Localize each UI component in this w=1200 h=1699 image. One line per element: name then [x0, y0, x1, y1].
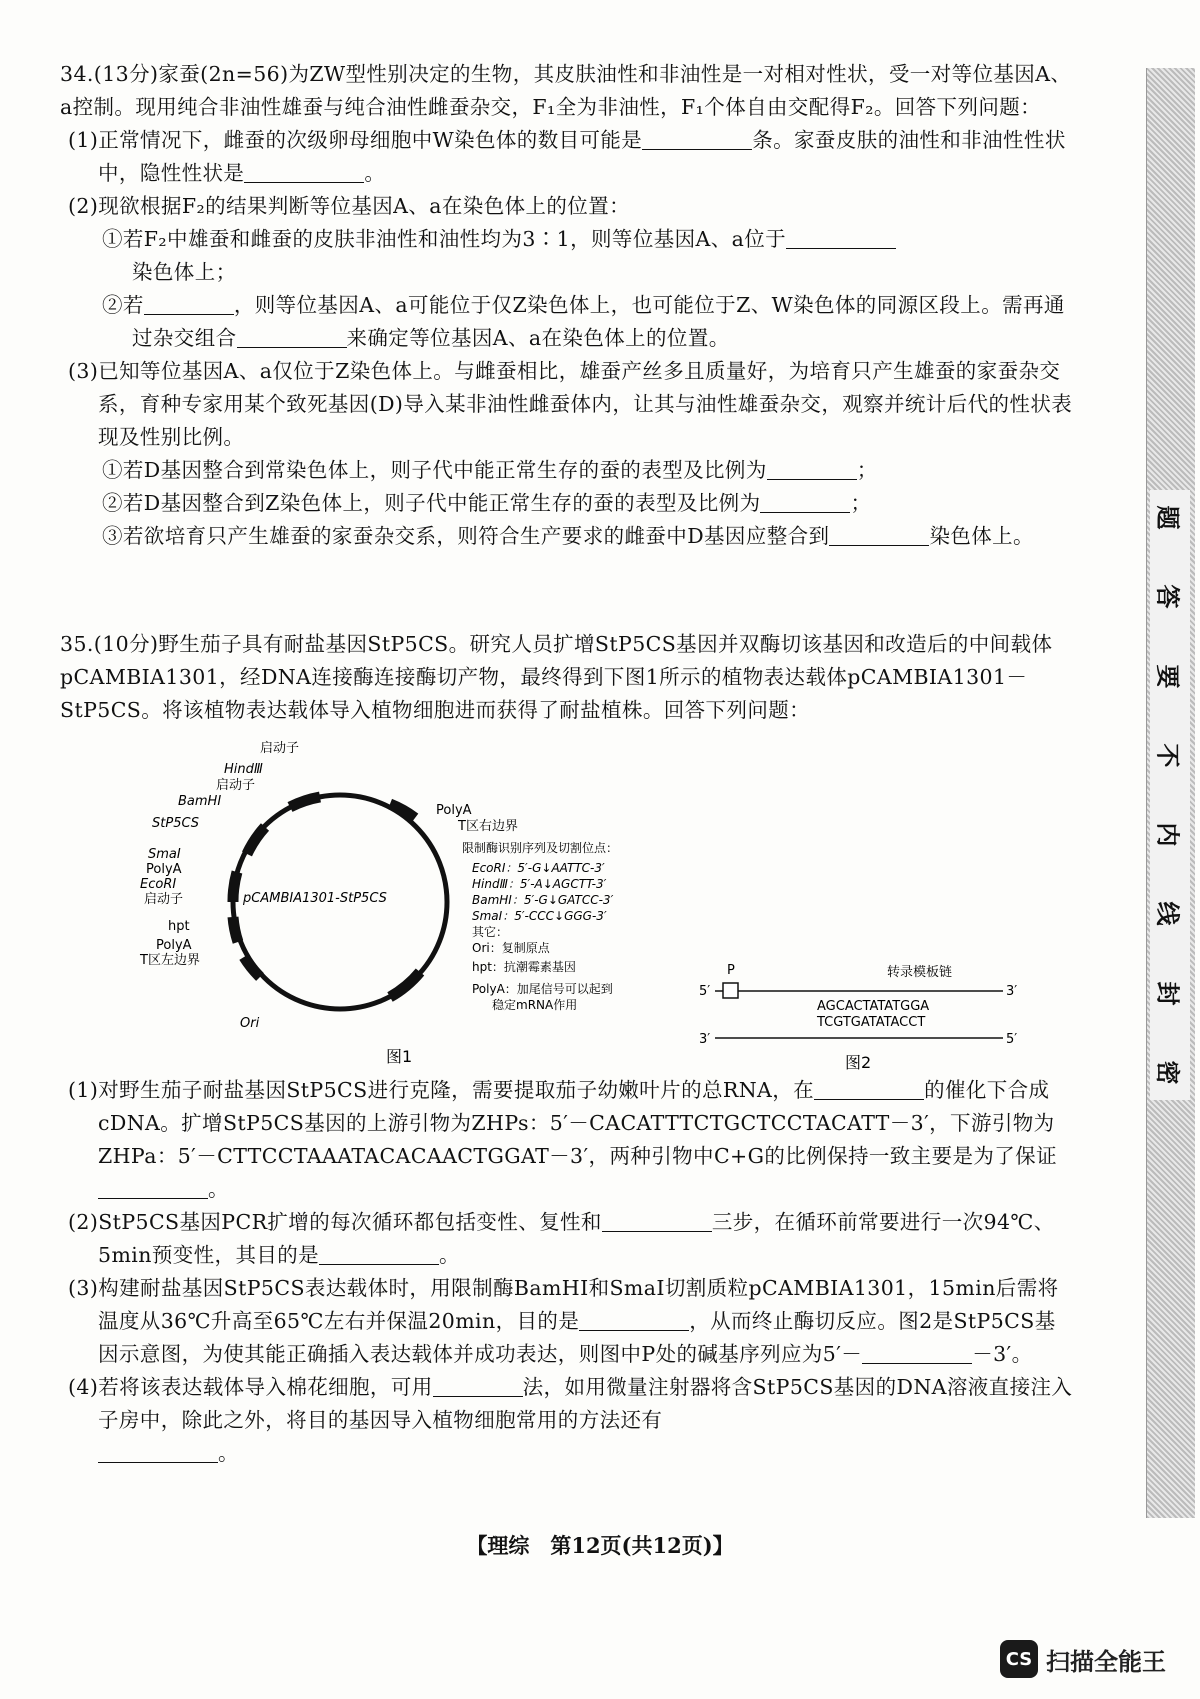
seq-top: AGCACTATATGGA — [817, 999, 930, 1014]
answer-blank[interactable] — [829, 523, 929, 546]
q34-part3-1: ①若D基因整合到常染色体上，则子代中能正常生存的蚕的表型及比例为 ； — [102, 458, 878, 482]
strip-char: 不 — [1153, 743, 1182, 768]
template-strand-label: 转录模板链 — [887, 965, 953, 980]
label-promoter-top: 启动子 — [260, 741, 300, 756]
other-polya-2: 稳定mRNA作用 — [492, 998, 578, 1012]
legend-bamhi: BamHⅠ：5′-G↓GATCC-3′ — [472, 893, 614, 907]
legend-ecori: EcoRⅠ：5′-G↓AATTC-3′ — [472, 861, 605, 875]
q34-part3-3: ③若欲培育只产生雄蚕的家蚕杂交系，则符合生产要求的雌蚕中D基因应整合到 染色体上。 — [102, 524, 1034, 548]
p-site-box — [723, 983, 738, 998]
answer-blank[interactable] — [862, 1341, 972, 1364]
question-35-parts — [60, 1074, 1075, 1470]
answer-blank[interactable] — [433, 1374, 523, 1397]
q35-part1: (1)对野生茄子耐盐基因StP5CS进行克隆，需要提取茄子幼嫩叶片的总RNA，在 的催化下合成cDNA。扩增StP5CS基因的上游引物为ZHPs：5′－CACATTTCTGCTCCTACATT－3′，下游引物为ZHPa：5′－CTTCCTAAATACACAACTGGAT－3′，两种引物中C+G的比例保持一致主要是为了保证。 — [68, 1078, 1057, 1201]
answer-blank[interactable] — [144, 292, 234, 315]
bottom-3-prime: 3′ — [699, 1032, 711, 1047]
answer-blank[interactable] — [602, 1209, 712, 1232]
legend-title: 限制酶识别序列及切割位点： — [462, 841, 619, 855]
legend-smai: SmaⅠ：5′-CCC↓GGG-3′ — [472, 909, 607, 923]
legend-hindiii: HindⅢ：5′-A↓AGCTT-3′ — [472, 877, 607, 891]
strip-char: 要 — [1153, 664, 1182, 689]
answer-blank[interactable] — [767, 457, 857, 480]
other-hpt: hpt：抗潮霉素基因 — [472, 960, 576, 974]
answer-blank[interactable] — [786, 226, 896, 249]
label-polya-right: PolyA — [436, 803, 472, 818]
label-hindiii: HindⅢ — [224, 762, 263, 777]
scanner-name: 扫描全能王 — [1046, 1647, 1166, 1676]
answer-blank[interactable] — [98, 1440, 218, 1463]
strip-char: 封 — [1153, 981, 1182, 1006]
label-ecori: EcoRⅠ — [140, 877, 177, 892]
label-polya-left-2: PolyA — [156, 938, 192, 953]
q34-part2-1b: 染色体上； — [132, 260, 237, 284]
q34-part3-2: ②若D基因整合到Z染色体上，则子代中能正常生存的蚕的表型及比例为 ； — [102, 491, 872, 515]
label-stp5cs: StP5CS — [152, 816, 200, 831]
plasmid-name: pCAMBIA1301-StP5CS — [243, 891, 387, 906]
seq-bottom: TCGTGATATACCT — [817, 1015, 926, 1030]
answer-blank[interactable] — [237, 325, 347, 348]
label-promoter-3: 启动子 — [144, 892, 184, 907]
figure-1-plasmid — [140, 741, 660, 1072]
answer-blank[interactable] — [814, 1077, 924, 1100]
label-bamhi: BamHⅠ — [178, 794, 222, 809]
figure-1-caption: 图1 — [386, 1047, 413, 1066]
question-35-head — [60, 628, 1075, 727]
answer-blank[interactable] — [319, 1242, 439, 1265]
answer-blank[interactable] — [244, 160, 364, 183]
q34-part3: (3)已知等位基因A、a仅位于Z染色体上。与雌蚕相比，雄蚕产丝多且质量好，为培育只产生雄蚕的家蚕杂交系，育种专家用某个致死基因(D)导入某非油性雌蚕体内，让其与油性雄蚕杂交，观察并统计后代的性状表现及性别比例。 — [68, 359, 1073, 449]
label-ori: Ori — [240, 1016, 260, 1031]
other-polya: PolyA：加尾信号可以起到 — [472, 982, 613, 996]
label-polya-left: PolyA — [146, 862, 182, 877]
q35-part4: (4)若将该表达载体导入棉花细胞，可用 法，如用微量注射器将含StP5CS基因的DNA溶液直接注入子房中，除此之外，将目的基因导入植物细胞常用的方法还有 — [68, 1375, 1073, 1432]
answer-blank[interactable] — [98, 1176, 208, 1199]
p-site-label: P — [727, 963, 735, 978]
label-t-right: T区右边界 — [458, 819, 518, 834]
other-title: 其它： — [472, 925, 509, 939]
scanner-watermark — [1000, 1640, 1166, 1678]
q35-part3: (3)构建耐盐基因StP5CS表达载体时，用限制酶BamHⅠ和SmaⅠ切割质粒pCAMBIA1301，15min后需将温度从36℃升高至65℃左右并保温20min，目的是 ，从而终止酶切反应。图2是StP5CS基因示意图，为使其能正确插入表达载体并成功表达，则图中P处的碱基序列应为5′－ －3′。 — [68, 1276, 1059, 1366]
strip-char: 线 — [1153, 901, 1182, 926]
strip-char: 密 — [1153, 1060, 1182, 1085]
label-smai: SmaⅠ — [148, 847, 181, 862]
q34-part2-1: ①若F₂中雄蚕和雌蚕的皮肤非油性和油性均为3∶1，则等位基因A、a位于 — [60, 223, 1075, 256]
answer-blank[interactable] — [642, 127, 752, 150]
q34-part2-2: ②若 ，则等位基因A、a可能位于仅Z染色体上，也可能位于Z、W染色体的同源区段上。需再通过杂交组合 来确定等位基因A、a在染色体上的位置。 — [102, 293, 1065, 350]
label-hpt: hpt — [168, 919, 190, 934]
q35-part2: (2)StP5CS基因PCR扩增的每次循环都包括变性、复性和 三步，在循环前常要进行一次94℃、5min预变性，其目的是 。 — [68, 1210, 1055, 1267]
other-ori: Ori：复制原点 — [472, 941, 550, 955]
q34-part1: (1)正常情况下，雌蚕的次级卵母细胞中W染色体的数目可能是 条。家蚕皮肤的油性和非油性性状中，隐性性状是 。 — [68, 128, 1066, 185]
strip-char: 题 — [1153, 505, 1182, 530]
q35-part4-end: 。 — [60, 1437, 1075, 1470]
figure-2-caption: 图2 — [845, 1053, 872, 1072]
top-3-prime: 3′ — [1006, 984, 1018, 999]
page-footer: 【理综 第12页(共12页)】 — [466, 1533, 734, 1558]
bottom-5-prime: 5′ — [1006, 1032, 1018, 1047]
top-5-prime: 5′ — [699, 984, 711, 999]
q35-head: 35.(10分)野生茄子具有耐盐基因StP5CS。研究人员扩增StP5CS基因并双酶切该基因和改造后的中间载体pCAMBIA1301，经DNA连接酶连接酶切产物，最终得到下图1所示的植物表达载体pCAMBIA1301－StP5CS。将该植物表达载体导入植物细胞进而获得了耐盐植株。回答下列问题： — [60, 632, 1053, 722]
answer-blank[interactable] — [760, 490, 850, 513]
answer-blank[interactable] — [579, 1308, 689, 1331]
strip-char: 内 — [1153, 822, 1182, 847]
q34-part2: (2)现欲根据F₂的结果判断等位基因A、a在染色体上的位置： — [68, 194, 631, 218]
label-promoter-2: 启动子 — [216, 778, 256, 793]
label-t-left: T区左边界 — [140, 953, 200, 968]
q34-head: 34.(13分)家蚕(2n=56)为ZW型性别决定的生物，其皮肤油性和非油性是一对相对性状，受一对等位基因A、a控制。现用纯合非油性雄蚕与纯合油性雌蚕杂交，F₁全为非油性，F₁个体自由交配得F₂。回答下列问题： — [60, 62, 1072, 119]
figure-2-gene — [695, 962, 1035, 1072]
question-34 — [60, 58, 1075, 553]
cs-logo-icon: CS — [1000, 1640, 1038, 1678]
strip-char: 答 — [1153, 584, 1182, 609]
seal-strip-text — [1150, 490, 1190, 1100]
